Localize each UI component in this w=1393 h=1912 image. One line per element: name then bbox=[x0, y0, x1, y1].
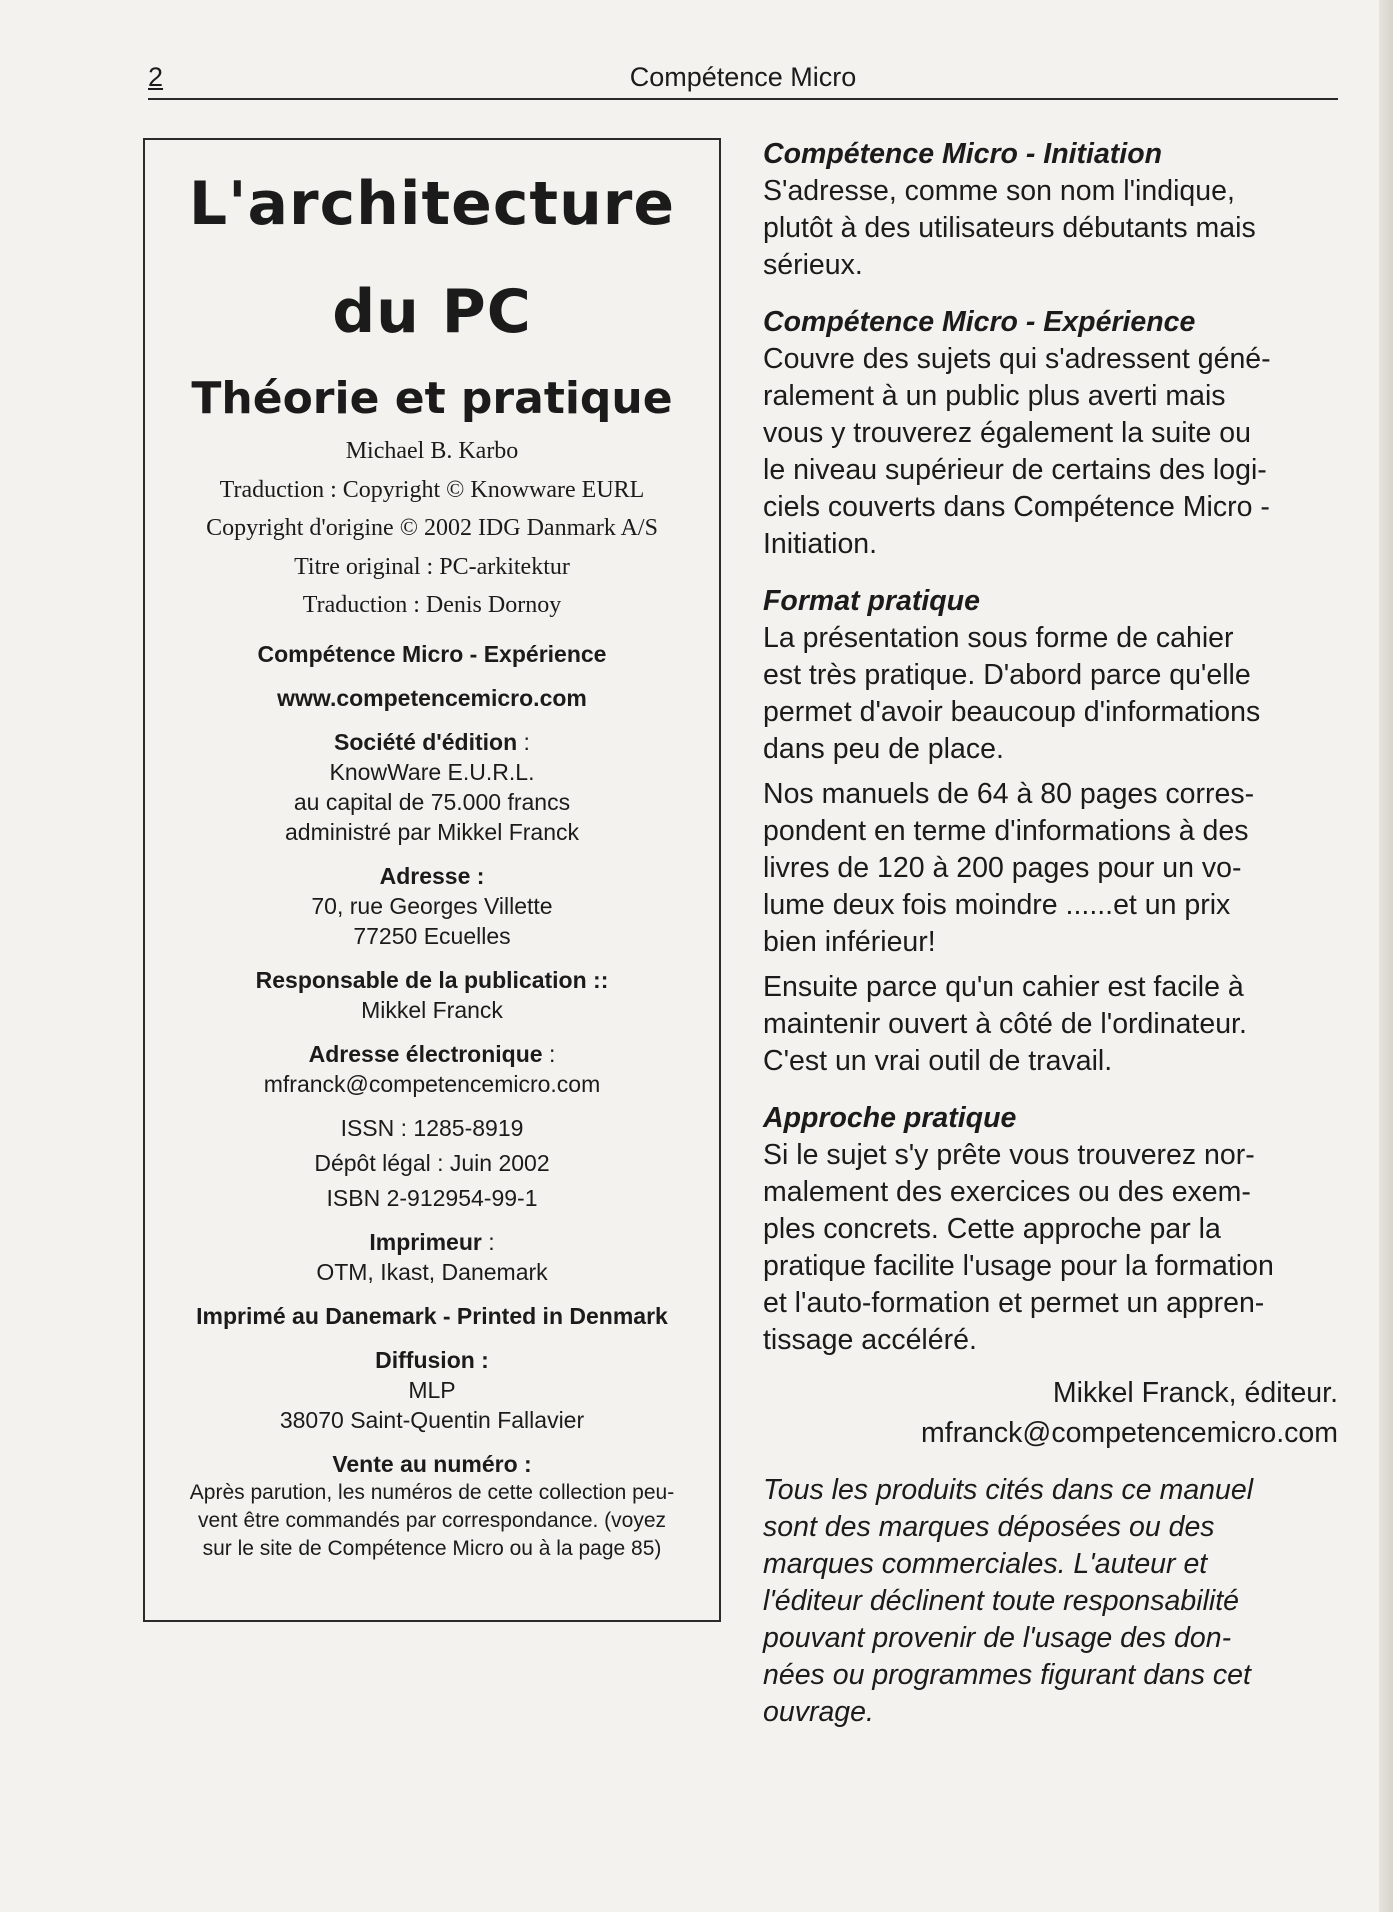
page-edge bbox=[1379, 0, 1393, 1912]
format-heading: Format pratique bbox=[763, 585, 980, 617]
colophon-box bbox=[143, 138, 721, 1622]
translation-copyright: Traduction : Copyright © Knowware EURL bbox=[219, 476, 645, 503]
text-line: Si le sujet s'y prête vous trouverez nor- bbox=[763, 1139, 1255, 1171]
trademark-disclaimer bbox=[763, 1472, 1338, 1731]
text-line: plutôt à des utilisateurs débutants mais bbox=[763, 212, 1256, 244]
page-header bbox=[148, 58, 1338, 100]
publisher-label: Société d'édition bbox=[334, 728, 518, 755]
responsible-name: Mikkel Franck bbox=[361, 996, 503, 1023]
text-line: est très pratique. D'abord parce qu'elle bbox=[763, 659, 1251, 691]
publisher-colon: : bbox=[517, 728, 530, 755]
original-title: Titre original : PC-arkitektur bbox=[294, 553, 570, 580]
text-line: La présentation sous forme de cahier bbox=[763, 622, 1234, 654]
text-line: le niveau supérieur de certains des logi- bbox=[763, 454, 1267, 486]
text-line: marques commerciales. L'auteur et bbox=[763, 1548, 1208, 1580]
email-colon: : bbox=[542, 1040, 556, 1067]
publisher-name: KnowWare E.U.R.L. bbox=[329, 758, 535, 785]
approach-heading: Approche pratique bbox=[763, 1102, 1017, 1134]
sales-line: vent être commandés par correspondance. (voyez bbox=[197, 1508, 667, 1532]
text-line: ralement à un public plus averti mais bbox=[763, 380, 1226, 412]
text-line: Initiation. bbox=[763, 528, 878, 560]
approach-text bbox=[763, 1137, 1338, 1359]
address-street: 70, rue Georges Villette bbox=[311, 892, 553, 919]
printer-name: OTM, Ikast, Danemark bbox=[316, 1258, 548, 1285]
format-paragraph bbox=[763, 620, 1338, 768]
publisher-heading bbox=[145, 727, 719, 757]
signature-email: mfranck@competencemicro.com bbox=[921, 1417, 1338, 1449]
email-heading bbox=[145, 1039, 719, 1069]
experience-heading: Compétence Micro - Expérience bbox=[763, 306, 1196, 338]
text-line: maintenir ouvert à côté de l'ordinateur. bbox=[763, 1008, 1247, 1040]
text-line: C'est un vrai outil de travail. bbox=[763, 1045, 1113, 1077]
sales-line: sur le site de Compétence Micro ou à la page 85) bbox=[202, 1536, 662, 1560]
initiation-text bbox=[763, 173, 1338, 284]
page-number: 2 bbox=[148, 62, 164, 92]
text-line: S'adresse, comme son nom l'indique, bbox=[763, 175, 1235, 207]
issn: ISSN : 1285-8919 bbox=[340, 1114, 524, 1141]
email-label: Adresse électronique bbox=[308, 1040, 543, 1067]
text-line: ouvrage. bbox=[763, 1696, 874, 1728]
text-line: sont des marques déposées ou des bbox=[763, 1511, 1215, 1543]
website: www.competencemicro.com bbox=[277, 684, 587, 711]
text-line: malement des exercices ou des exem- bbox=[763, 1176, 1251, 1208]
sales-label: Vente au numéro : bbox=[332, 1450, 532, 1477]
text-line: ples concrets. Cette approche par la bbox=[763, 1213, 1221, 1245]
initiation-heading: Compétence Micro - Initiation bbox=[763, 138, 1163, 170]
sales-line: Après parution, les numéros de cette collection peu- bbox=[189, 1480, 675, 1504]
text-line: bien inférieur! bbox=[763, 926, 936, 958]
legal-deposit: Dépôt légal : Juin 2002 bbox=[314, 1149, 550, 1176]
text-line: et l'auto-formation et permet un appren- bbox=[763, 1287, 1265, 1319]
original-copyright: Copyright d'origine © 2002 IDG Danmark A/S bbox=[206, 515, 658, 541]
author: Michael B. Karbo bbox=[345, 438, 519, 464]
signature-name: Mikkel Franck, éditeur. bbox=[1052, 1377, 1338, 1409]
series-description bbox=[763, 136, 1338, 1731]
text-line: sérieux. bbox=[763, 249, 863, 281]
text-line: Tous les produits cités dans ce manuel bbox=[763, 1474, 1254, 1506]
text-line: Couvre des sujets qui s'adressent géné- bbox=[763, 343, 1271, 375]
text-line: pondent en terme d'informations à des bbox=[763, 815, 1249, 847]
text-line: Ensuite parce qu'un cahier est facile à bbox=[763, 971, 1244, 1003]
format-paragraph bbox=[763, 969, 1338, 1080]
book-title-line: L'architecture bbox=[188, 169, 676, 239]
printer-label: Imprimeur bbox=[369, 1228, 482, 1255]
format-paragraph bbox=[763, 776, 1338, 961]
text-line: pratique facilite l'usage pour la formation bbox=[763, 1250, 1274, 1282]
distribution-name: MLP bbox=[408, 1376, 456, 1403]
text-line: vous y trouverez également la suite ou bbox=[763, 417, 1251, 449]
email-address: mfranck@competencemicro.com bbox=[263, 1070, 601, 1097]
text-line: Nos manuels de 64 à 80 pages corres- bbox=[763, 778, 1255, 810]
publisher-capital: au capital de 75.000 francs bbox=[293, 788, 571, 815]
printer-colon: : bbox=[481, 1228, 495, 1255]
printed-in: Imprimé au Danemark - Printed in Denmark bbox=[196, 1302, 668, 1329]
text-line: permet d'avoir beaucoup d'informations bbox=[763, 696, 1261, 728]
text-line: pouvant provenir de l'usage des don- bbox=[763, 1622, 1232, 1654]
printer-heading bbox=[145, 1227, 719, 1257]
text-line: lume deux fois moindre ......et un prix bbox=[763, 889, 1231, 921]
running-title: Compétence Micro bbox=[629, 62, 857, 92]
text-line: livres de 120 à 200 pages pour un vo- bbox=[763, 852, 1242, 884]
text-line: dans peu de place. bbox=[763, 733, 1004, 765]
text-line: ciels couverts dans Compétence Micro - bbox=[763, 491, 1270, 523]
translator: Traduction : Denis Dornoy bbox=[302, 592, 562, 618]
experience-text bbox=[763, 341, 1338, 563]
series-name: Compétence Micro - Expérience bbox=[257, 640, 607, 667]
book-title-line: du PC bbox=[332, 277, 532, 347]
isbn: ISBN 2-912954-99-1 bbox=[326, 1184, 538, 1211]
address-city: 77250 Ecuelles bbox=[353, 922, 511, 949]
signature bbox=[763, 1375, 1338, 1452]
book-title bbox=[145, 150, 719, 366]
text-line: nées ou programmes figurant dans cet bbox=[763, 1659, 1251, 1691]
text-line: l'éditeur déclinent toute responsabilité bbox=[763, 1585, 1239, 1617]
text-line: tissage accéléré. bbox=[763, 1324, 977, 1356]
book-subtitle: Théorie et pratique bbox=[191, 373, 673, 424]
distribution-label: Diffusion : bbox=[375, 1346, 489, 1373]
publisher-manager: administré par Mikkel Franck bbox=[285, 818, 579, 845]
responsible-label: Responsable de la publication :: bbox=[255, 966, 609, 993]
address-label: Adresse : bbox=[379, 862, 485, 889]
distribution-city: 38070 Saint-Quentin Fallavier bbox=[279, 1406, 585, 1433]
